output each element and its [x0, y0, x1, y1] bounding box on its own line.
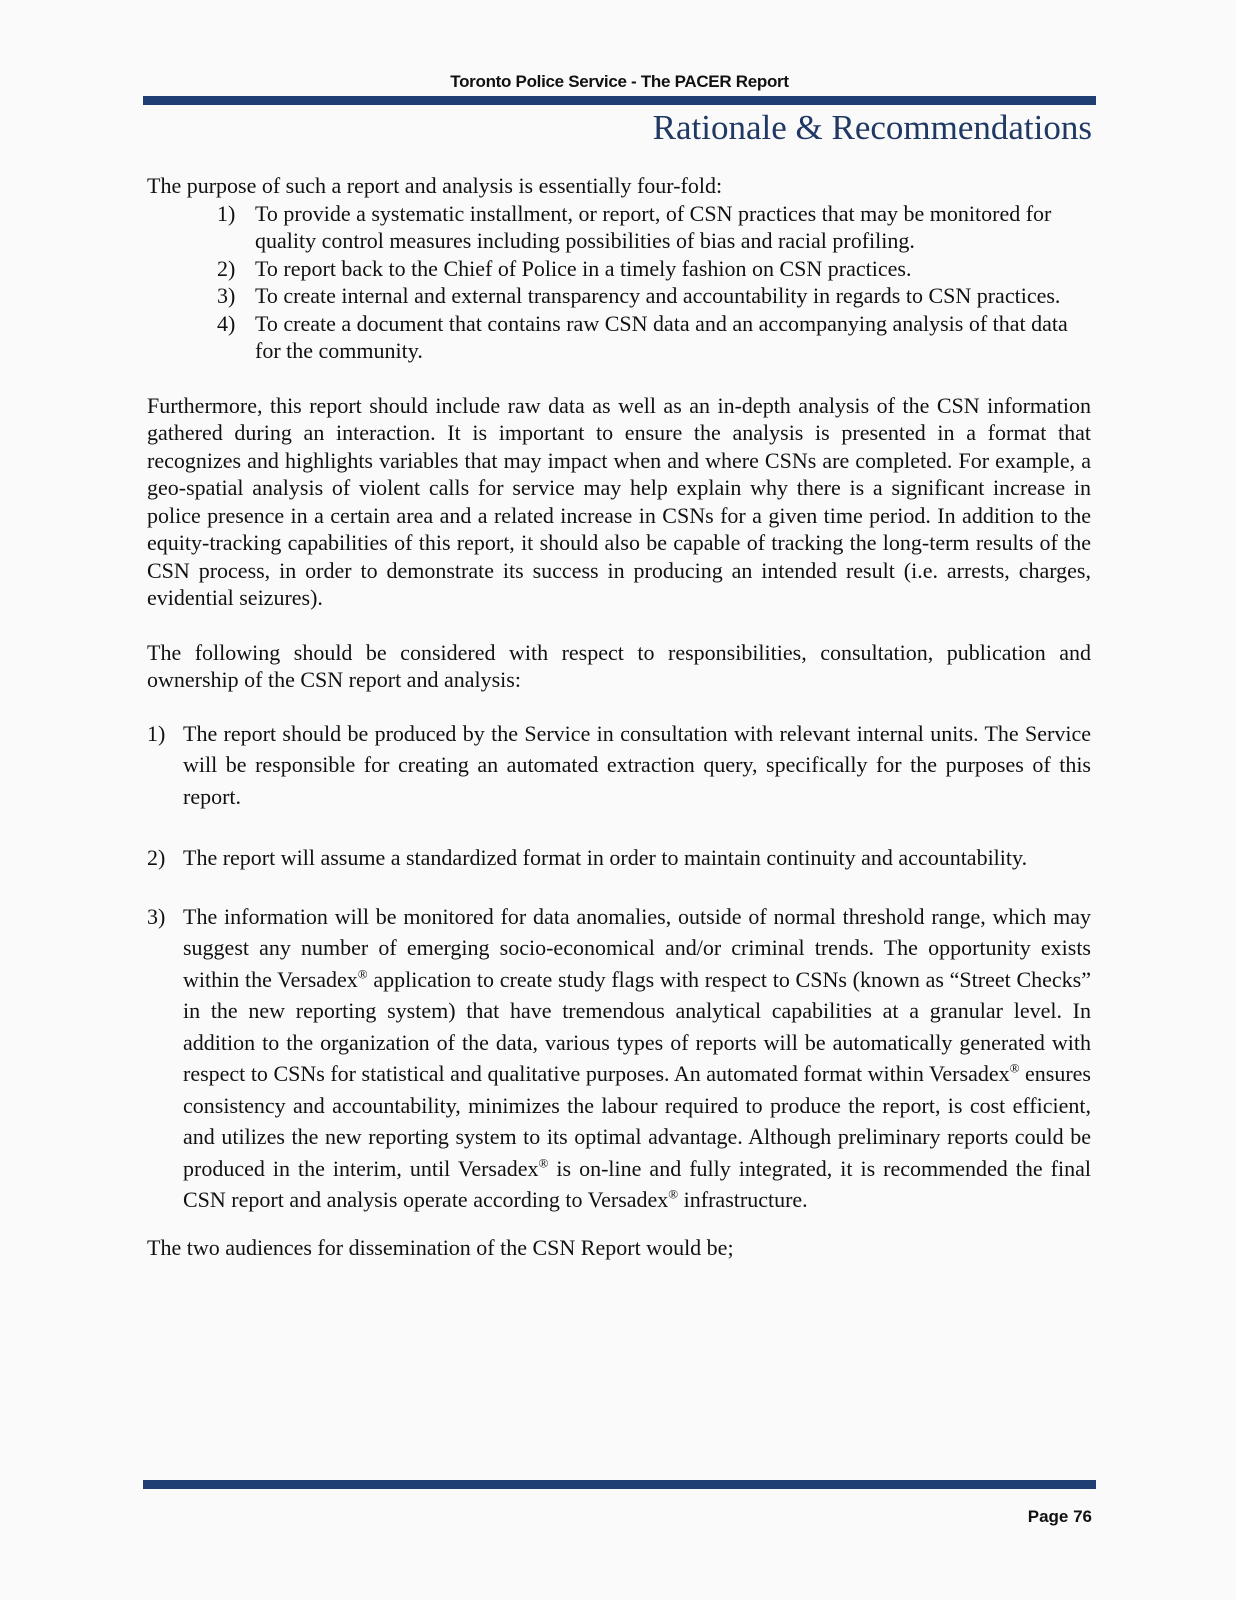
item-number: 1) — [147, 720, 166, 746]
item-text: The information will be monitored for data anomalies, outside of normal threshold range, which may suggest any number of emerging socio-economical and/or criminal trends. The opportunity exists within the Versadex® application to create study flags with respect to CSNs (known as “Street Checks” in the new reporting system) that have tremendous analytical capabilities at a granular level. In addition to the organization of the data, various types of reports will be automatically generated with respect to CSNs for statistical and qualitative purposes. An automated format within Versadex® ensures consistency and accountability, minimizes the labour required to produce the report, is cost efficient, and utilizes the new reporting system to its optimal advantage. Although preliminary reports could be produced in the interim, until Versadex® is on-line and fully integrated, it is recommended the final CSN report and analysis operate according to Versadex® infrastructure. — [183, 903, 1091, 1212]
item-text: To provide a systematic installment, or report, of CSN practices that may be monitored for quality control measures including possibilities of bias and racial profiling. — [255, 200, 1052, 253]
list-item — [147, 901, 1091, 1216]
list-item — [217, 200, 1091, 255]
list-item — [217, 310, 1091, 365]
item-text: The report should be produced by the Service in consultation with relevant internal units. The Service will be responsible for creating an automated extraction query, specifically for the purposes of this report. — [183, 720, 1091, 809]
registered-mark: ® — [357, 966, 368, 982]
item-number: 2) — [147, 845, 166, 870]
header-rule — [143, 96, 1096, 105]
intro-text: The purpose of such a report and analysis is essentially four-fold: — [147, 173, 723, 198]
page-body — [147, 172, 1091, 1261]
item-number: 1) — [217, 200, 236, 226]
section-title: Rationale & Recommendations — [652, 108, 1092, 147]
page-number: Page 76 — [1027, 1507, 1092, 1526]
item-number: 2) — [217, 255, 236, 281]
paragraph-analysis: Furthermore, this report should include raw data as well as an in-depth analysis of the CSN information gathered during an interaction. It is important to ensure the analysis is presented in a format that recognizes and highlights variables that may impact when and where CSNs are completed. For example, a geo-spatial analysis of violent calls for service may help explain why there is a significant increase in police presence in a certain area and a related increase in CSNs for a given time period. In addition to the equity-tracking capabilities of this report, it should also be capable of tracking the long-term results of the CSN process, in order to demonstrate its success in producing an intended result (i.e. arrests, charges, evidential seizures). — [147, 392, 1091, 610]
registered-mark: ® — [668, 1186, 679, 1202]
paragraph-considerations: The following should be considered with respect to responsibilities, consultation, publication and ownership of the CSN report and analysis: — [147, 639, 1091, 692]
item-text: To report back to the Chief of Police in a timely fashion on CSN practices. — [255, 255, 912, 281]
closing-text: The two audiences for dissemination of the CSN Report would be; — [147, 1234, 734, 1260]
item-text: To create internal and external transparency and accountability in regards to CSN practices. — [255, 283, 1061, 308]
footer-rule — [143, 1480, 1096, 1489]
list-item — [147, 718, 1091, 813]
item-text: The report will assume a standardized format in order to maintain continuity and accountability. — [183, 845, 1028, 870]
list-item — [217, 282, 1091, 310]
list-item — [147, 842, 1091, 874]
purpose-list — [147, 200, 1091, 365]
registered-mark: ® — [538, 1155, 549, 1171]
recommendation-list — [147, 718, 1091, 1216]
item-number: 3) — [217, 283, 236, 308]
running-header: Toronto Police Service - The PACER Report — [450, 72, 789, 91]
item-text: To create a document that contains raw CSN data and an accompanying analysis of that data for the community. — [255, 310, 1068, 363]
item-number: 3) — [147, 903, 166, 929]
item-number: 4) — [217, 310, 236, 336]
registered-mark: ® — [1009, 1060, 1020, 1076]
list-item — [217, 255, 1091, 283]
